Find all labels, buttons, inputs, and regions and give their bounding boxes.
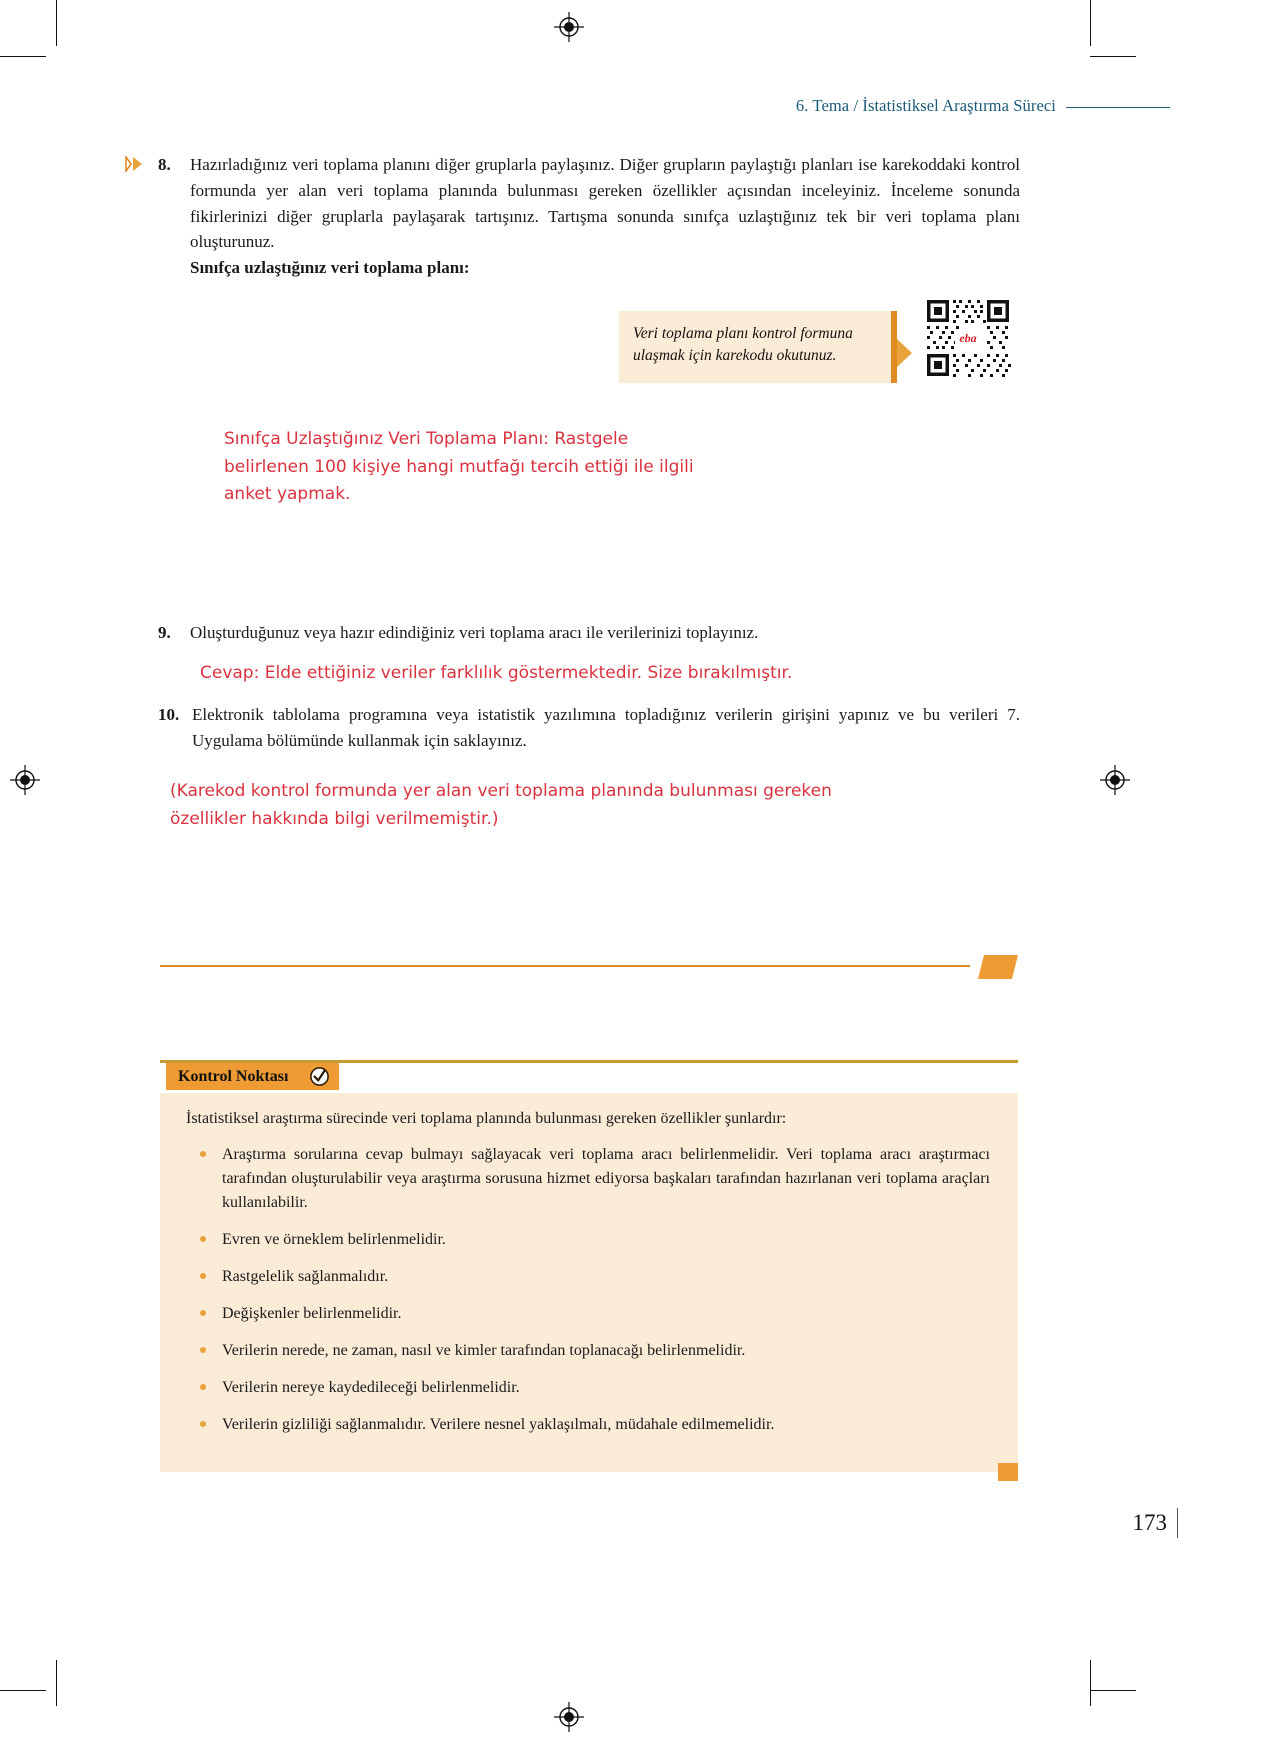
bullet-dot-icon bbox=[200, 1384, 206, 1390]
crop-mark-bottom-left-horizontal bbox=[0, 1690, 46, 1691]
list-item-text: Araştırma sorularına cevap bulmayı sağlayacak veri toplama aracı belirlenmelidir. Veri toplama aracı araştırmacı tarafından oluşturulabilir veya araştırma sorusuna hizmet ediyorsa başkaları tarafından hazırlanan veri toplama araçları kullanılabilir. bbox=[222, 1146, 990, 1211]
crop-mark-bottom-right-vertical bbox=[1090, 1660, 1091, 1706]
exercise-item-9-number: 9. bbox=[158, 623, 171, 642]
exercise-item-9 bbox=[158, 620, 1020, 646]
callout-arrow-icon bbox=[891, 311, 913, 383]
page-footer bbox=[1133, 1508, 1179, 1538]
registration-mark-bottom bbox=[554, 1702, 584, 1732]
kontrol-noktasi-bottom-tab bbox=[998, 1463, 1018, 1481]
page-number: 173 bbox=[1132, 1510, 1167, 1535]
check-circle-icon bbox=[310, 1067, 329, 1086]
section-divider bbox=[160, 955, 1018, 979]
exercise-item-10-number: 10. bbox=[158, 705, 180, 724]
crop-mark-bottom-right-horizontal bbox=[1090, 1690, 1136, 1691]
list-item bbox=[186, 1376, 990, 1400]
qr-code-icon[interactable] bbox=[925, 298, 1011, 378]
kontrol-noktasi-title: Kontrol Noktası bbox=[178, 1067, 289, 1085]
bullet-dot-icon bbox=[200, 1273, 206, 1279]
page-header-rule bbox=[1066, 107, 1170, 108]
student-answer-plan: Sınıfça Uzlaştığınız Veri Toplama Planı: Rastgele belirlenen 100 kişiye hangi mutfağı tercih ettiği ile ilgili anket yapmak. bbox=[224, 429, 694, 505]
exercise-item-10 bbox=[158, 702, 1020, 754]
exercise-item-8 bbox=[158, 152, 1020, 281]
qr-callout-line-2: ulaşmak için karekodu okutunuz. bbox=[633, 347, 837, 364]
crop-mark-top-right-horizontal bbox=[1090, 56, 1136, 57]
list-item bbox=[186, 1143, 990, 1215]
list-item bbox=[186, 1265, 990, 1289]
list-item-text: Rastgelelik sağlanmalıdır. bbox=[222, 1268, 389, 1285]
list-item-text: Değişkenler belirlenmelidir. bbox=[222, 1305, 402, 1322]
list-item bbox=[186, 1302, 990, 1326]
triangle-bullet-icon bbox=[124, 156, 144, 172]
section-divider-line bbox=[160, 965, 970, 967]
exercise-item-8-bold-line: Sınıfça uzlaştığınız veri toplama planı: bbox=[190, 258, 470, 278]
crop-mark-top-left-vertical bbox=[56, 0, 57, 46]
svg-text:eba: eba bbox=[959, 331, 977, 345]
qr-callout-line-1: Veri toplama planı kontrol formuna bbox=[633, 325, 853, 342]
list-item-text: Verilerin nereye kaydedileceği belirlenmelidir. bbox=[222, 1379, 520, 1396]
exercise-item-10-text: Elektronik tablolama programına veya istatistik yazılımına topladığınız verilerin girişini yapınız ve bu verileri 7. Uygulama bölümünde kullanmak için saklayınız. bbox=[192, 705, 1020, 750]
exercise-item-8-number: 8. bbox=[158, 155, 171, 174]
student-answer-item-9: Cevap: Elde ettiğiniz veriler farklılık göstermektedir. Size bırakılmıştır. bbox=[200, 663, 793, 683]
kontrol-noktasi-panel bbox=[160, 1060, 1018, 1472]
page-number-rule bbox=[1177, 1508, 1178, 1538]
bullet-dot-icon bbox=[200, 1151, 206, 1157]
qr-callout bbox=[619, 311, 913, 383]
list-item-text: Evren ve örneklem belirlenmelidir. bbox=[222, 1231, 446, 1248]
registration-mark-left bbox=[10, 765, 40, 795]
crop-mark-top-right-vertical bbox=[1090, 0, 1091, 46]
bullet-dot-icon bbox=[200, 1310, 206, 1316]
page-header-title: 6. Tema / İstatistiksel Araştırma Süreci bbox=[795, 96, 1056, 115]
qr-callout-text bbox=[619, 311, 891, 383]
list-item bbox=[186, 1339, 990, 1363]
exercise-item-8-body bbox=[190, 152, 1020, 281]
kontrol-noktasi-body bbox=[160, 1093, 1018, 1472]
kontrol-noktasi-intro: İstatistiksel araştırma sürecinde veri toplama planında bulunması gereken özellikler şunlardır: bbox=[186, 1110, 787, 1127]
page-header bbox=[796, 96, 1170, 116]
crop-mark-top-left-horizontal bbox=[0, 56, 46, 57]
bullet-dot-icon bbox=[200, 1236, 206, 1242]
student-answer-note: (Karekod kontrol formunda yer alan veri toplama planında bulunması gereken özellikler hakkında bilgi verilmemiştir.) bbox=[170, 781, 832, 829]
section-divider-tab-icon bbox=[978, 955, 1018, 979]
list-item-text: Verilerin gizliliği sağlanmalıdır. Verilere nesnel yaklaşılmalı, müdahale edilmemelidir. bbox=[222, 1416, 775, 1433]
list-item bbox=[186, 1228, 990, 1252]
registration-mark-right bbox=[1100, 765, 1130, 795]
exercise-item-8-text: Hazırladığınız veri toplama planını diğer gruplarla paylaşınız. Diğer grupların paylaştığı planları ise karekoddaki kontrol formunda yer alan veri toplama planında bulunması gereken özellikler açısından inceleyiniz. İnceleme sonunda fikirlerinizi diğer gruplarla paylaşarak tartışınız. Tartışma sonunda sınıfça uzlaştığınız tek bir veri toplama planı oluşturunuz. bbox=[190, 155, 1020, 252]
list-item-text: Verilerin nerede, ne zaman, nasıl ve kimler tarafından toplanacağı belirlenmelidir. bbox=[222, 1342, 746, 1359]
bullet-dot-icon bbox=[200, 1347, 206, 1353]
list-item bbox=[186, 1413, 990, 1437]
kontrol-noktasi-list bbox=[186, 1143, 990, 1437]
registration-mark-top bbox=[554, 12, 584, 42]
crop-mark-bottom-left-vertical bbox=[56, 1660, 57, 1706]
exercise-item-9-text: Oluşturduğunuz veya hazır edindiğiniz veri toplama aracı ile verilerinizi toplayınız. bbox=[190, 623, 759, 642]
kontrol-noktasi-tab bbox=[166, 1063, 339, 1090]
bullet-dot-icon bbox=[200, 1421, 206, 1427]
